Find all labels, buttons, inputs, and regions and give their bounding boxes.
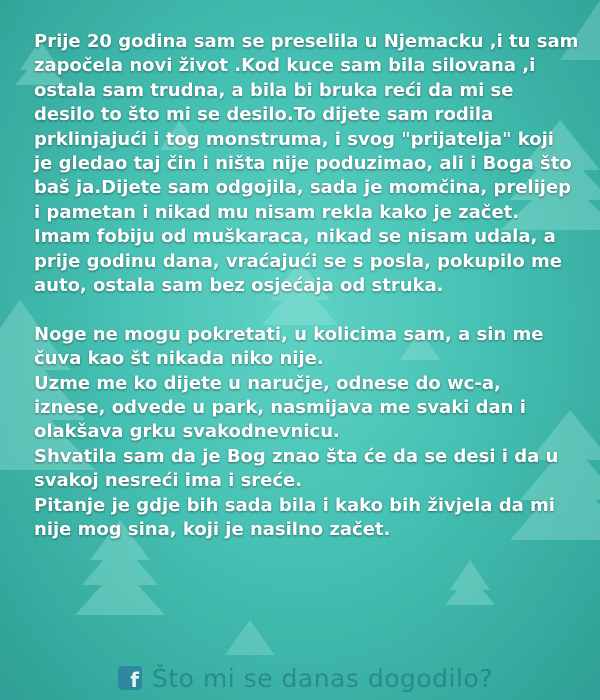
story-line: olakšava grku svakodnevnicu. bbox=[34, 421, 340, 443]
paragraph-gap bbox=[34, 298, 574, 322]
story-line: auto, ostala sam bez osjećaja od struka. bbox=[34, 275, 444, 297]
story-line: čuva kao št nikada niko nije. bbox=[34, 348, 324, 370]
story-line: iznese, odvede u park, nasmijava me svaki dan i bbox=[34, 397, 526, 419]
story-line: i pametan i nikad mu nisam rekla kako je začet. bbox=[34, 201, 520, 223]
story-line: započela novi život .Kod kuce sam bila silovana ,i bbox=[34, 55, 536, 77]
facebook-icon: f bbox=[118, 666, 142, 690]
story-line: Pitanje je gdje bih sada bila i kako bih živjela da mi bbox=[34, 494, 555, 516]
story-line: Noge ne mogu pokretati, u kolicima sam, a sin me bbox=[34, 323, 544, 345]
story-line: prklinjajući i tog monstruma, i svog "prijatelja" koji bbox=[34, 128, 554, 150]
story-line: Uzme me ko dijete u naručje, odnese do wc-a, bbox=[34, 372, 501, 394]
story-line: baš ja.Dijete sam odgojila, sada je momčina, prelijep bbox=[34, 177, 572, 199]
story-line: Shvatila sam da je Bog znao šta će da se desi i da u bbox=[34, 445, 559, 467]
story-line: prije godinu dana, vraćajući se s posla, pokupilo me bbox=[34, 250, 562, 272]
story-line: nije mog sina, koji je nasilno začet. bbox=[34, 519, 391, 541]
story-line: Prije 20 godina sam se preselila u Njemacku ,i tu sam bbox=[34, 31, 579, 52]
watermark-footer bbox=[118, 660, 493, 696]
story-line: ostala sam trudna, a bila bi bruka reći da mi se bbox=[34, 79, 514, 101]
story-text bbox=[34, 30, 579, 543]
story-line: desilo to što mi se desilo.To dijete sam rodila bbox=[34, 104, 494, 126]
story-line: je gledao taj čin i ništa nije poduzimao, ali i Boga što bbox=[34, 153, 572, 175]
story-line: svakoj nesreći ima i sreće. bbox=[34, 470, 303, 492]
story-line: Imam fobiju od muškaraca, nikad se nisam udala, a bbox=[34, 226, 556, 248]
watermark-text: Što mi se danas dogodilo? bbox=[152, 663, 493, 693]
